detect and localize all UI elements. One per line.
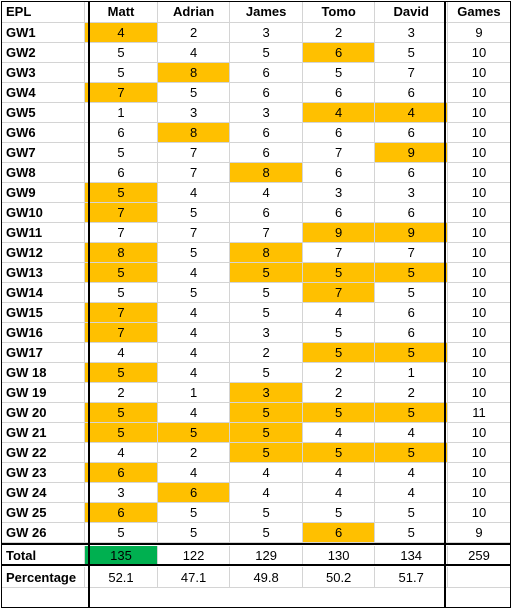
games-cell[interactable]: 10 (448, 423, 511, 443)
games-cell[interactable]: 10 (448, 203, 511, 223)
games-cell[interactable]: 10 (448, 63, 511, 83)
score-cell-james[interactable]: 3 (230, 323, 303, 343)
score-cell-david[interactable]: 6 (375, 123, 448, 143)
score-cell-tomo[interactable]: 2 (303, 23, 376, 43)
score-cell-james[interactable]: 5 (230, 303, 303, 323)
score-cell-david[interactable]: 6 (375, 163, 448, 183)
games-cell[interactable]: 10 (448, 163, 511, 183)
score-cell-tomo[interactable]: 3 (303, 183, 376, 203)
score-cell-matt[interactable]: 5 (85, 183, 158, 203)
score-cell-adrian[interactable]: 5 (158, 243, 231, 263)
games-cell[interactable]: 10 (448, 43, 511, 63)
total-cell-tomo[interactable]: 130 (303, 546, 376, 566)
score-cell-adrian[interactable]: 8 (158, 123, 231, 143)
score-cell-tomo[interactable]: 5 (303, 263, 376, 283)
score-cell-david[interactable]: 3 (375, 183, 448, 203)
table-row-gw-25 (1, 503, 511, 523)
score-cell-tomo[interactable]: 5 (303, 343, 376, 363)
score-cell-james[interactable]: 3 (230, 383, 303, 403)
score-cell-adrian[interactable]: 6 (158, 483, 231, 503)
score-cell-james[interactable]: 5 (230, 443, 303, 463)
gameweek-label[interactable]: GW 18 (1, 363, 85, 383)
score-cell-james[interactable]: 5 (230, 43, 303, 63)
score-cell-tomo[interactable]: 9 (303, 223, 376, 243)
score-cell-adrian[interactable]: 2 (158, 443, 231, 463)
score-cell-tomo[interactable]: 5 (303, 323, 376, 343)
score-cell-tomo[interactable]: 6 (303, 43, 376, 63)
score-cell-james[interactable]: 5 (230, 423, 303, 443)
score-cell-james[interactable]: 6 (230, 123, 303, 143)
score-cell-matt[interactable]: 7 (85, 223, 158, 243)
games-cell[interactable]: 10 (448, 323, 511, 343)
score-cell-james[interactable]: 4 (230, 183, 303, 203)
table-row-gw-22 (1, 443, 511, 463)
empty-cell[interactable] (1, 543, 85, 544)
score-cell-tomo[interactable]: 7 (303, 243, 376, 263)
table-row-gw-24 (1, 483, 511, 503)
score-cell-david[interactable]: 5 (375, 343, 448, 363)
gameweek-label[interactable]: GW 22 (1, 443, 85, 463)
games-cell[interactable]: 9 (448, 523, 511, 543)
score-cell-david[interactable]: 6 (375, 203, 448, 223)
gameweek-label[interactable]: GW15 (1, 303, 85, 323)
table-row-gw6 (1, 123, 511, 143)
gameweek-label[interactable]: GW14 (1, 283, 85, 303)
score-cell-david[interactable]: 5 (375, 263, 448, 283)
games-cell[interactable]: 10 (448, 283, 511, 303)
score-cell-matt[interactable]: 5 (85, 283, 158, 303)
score-cell-matt[interactable]: 6 (85, 163, 158, 183)
score-cell-james[interactable]: 8 (230, 163, 303, 183)
score-cell-matt[interactable]: 7 (85, 303, 158, 323)
score-cell-james[interactable]: 6 (230, 143, 303, 163)
score-cell-james[interactable]: 2 (230, 343, 303, 363)
games-cell[interactable]: 10 (448, 503, 511, 523)
total-cell-david[interactable]: 134 (375, 546, 448, 566)
score-cell-tomo[interactable]: 6 (303, 163, 376, 183)
score-cell-james[interactable]: 3 (230, 23, 303, 43)
gameweek-label[interactable]: GW2 (1, 43, 85, 63)
total-cell-matt[interactable]: 135 (85, 546, 158, 566)
gameweek-label[interactable]: GW13 (1, 263, 85, 283)
table-row-gw-20 (1, 403, 511, 423)
score-cell-adrian[interactable]: 3 (158, 103, 231, 123)
games-cell[interactable]: 10 (448, 83, 511, 103)
score-cell-matt[interactable]: 8 (85, 243, 158, 263)
score-cell-david[interactable]: 5 (375, 503, 448, 523)
score-cell-matt[interactable]: 5 (85, 43, 158, 63)
games-cell[interactable]: 10 (448, 103, 511, 123)
gameweek-label[interactable]: GW7 (1, 143, 85, 163)
percentage-cell-tomo[interactable]: 50.2 (303, 567, 376, 588)
score-cell-matt[interactable]: 6 (85, 463, 158, 483)
gameweek-label[interactable]: GW 20 (1, 403, 85, 423)
score-cell-matt[interactable]: 5 (85, 63, 158, 83)
score-cell-tomo[interactable]: 6 (303, 203, 376, 223)
score-cell-david[interactable]: 5 (375, 43, 448, 63)
table-row-gw1 (1, 23, 511, 43)
score-cell-matt[interactable]: 5 (85, 523, 158, 543)
score-cell-tomo[interactable]: 5 (303, 403, 376, 423)
games-cell[interactable]: 11 (448, 403, 511, 423)
gameweek-label[interactable]: GW9 (1, 183, 85, 203)
empty-cell[interactable] (375, 543, 448, 544)
score-cell-matt[interactable]: 6 (85, 503, 158, 523)
score-cell-adrian[interactable]: 5 (158, 423, 231, 443)
score-cell-matt[interactable]: 2 (85, 383, 158, 403)
score-cell-david[interactable]: 4 (375, 483, 448, 503)
table-row-gw11 (1, 223, 511, 243)
score-cell-adrian[interactable]: 4 (158, 43, 231, 63)
gameweek-label[interactable]: GW1 (1, 23, 85, 43)
gameweek-label[interactable]: GW17 (1, 343, 85, 363)
percentage-label[interactable]: Percentage (1, 567, 85, 588)
score-cell-james[interactable]: 6 (230, 63, 303, 83)
column-header-matt[interactable]: Matt (85, 1, 158, 23)
percentage-row (1, 567, 511, 588)
score-cell-adrian[interactable]: 1 (158, 383, 231, 403)
total-cell-adrian[interactable]: 122 (158, 546, 231, 566)
games-cell[interactable]: 10 (448, 343, 511, 363)
score-cell-james[interactable]: 5 (230, 503, 303, 523)
score-cell-adrian[interactable]: 2 (158, 23, 231, 43)
games-cell[interactable]: 10 (448, 383, 511, 403)
score-cell-tomo[interactable]: 4 (303, 483, 376, 503)
score-cell-adrian[interactable]: 5 (158, 523, 231, 543)
score-cell-james[interactable]: 5 (230, 403, 303, 423)
table-row-gw-19 (1, 383, 511, 403)
score-cell-tomo[interactable]: 5 (303, 63, 376, 83)
score-cell-adrian[interactable]: 7 (158, 223, 231, 243)
score-cell-tomo[interactable]: 6 (303, 83, 376, 103)
score-cell-adrian[interactable]: 4 (158, 323, 231, 343)
score-cell-matt[interactable]: 5 (85, 403, 158, 423)
score-cell-adrian[interactable]: 4 (158, 403, 231, 423)
table-row-gw8 (1, 163, 511, 183)
table-row-gw3 (1, 63, 511, 83)
score-cell-james[interactable]: 5 (230, 523, 303, 543)
games-cell[interactable]: 9 (448, 23, 511, 43)
percentage-games-cell[interactable] (448, 567, 511, 588)
score-cell-adrian[interactable]: 7 (158, 163, 231, 183)
score-cell-matt[interactable]: 4 (85, 23, 158, 43)
score-cell-david[interactable]: 6 (375, 83, 448, 103)
score-cell-adrian[interactable]: 4 (158, 463, 231, 483)
total-row (1, 546, 511, 566)
score-cell-matt[interactable]: 7 (85, 83, 158, 103)
table-row-gw-18 (1, 363, 511, 383)
score-cell-tomo[interactable]: 5 (303, 503, 376, 523)
gameweek-label[interactable]: GW 23 (1, 463, 85, 483)
table-row-gw10 (1, 203, 511, 223)
total-cell-james[interactable]: 129 (230, 546, 303, 566)
score-cell-tomo[interactable]: 4 (303, 303, 376, 323)
score-cell-james[interactable]: 6 (230, 83, 303, 103)
score-cell-david[interactable]: 4 (375, 423, 448, 443)
empty-cell[interactable] (230, 543, 303, 544)
score-cell-james[interactable]: 5 (230, 263, 303, 283)
total-games-cell[interactable]: 259 (448, 546, 511, 566)
score-cell-david[interactable]: 9 (375, 223, 448, 243)
score-cell-tomo[interactable]: 7 (303, 283, 376, 303)
score-cell-adrian[interactable]: 5 (158, 83, 231, 103)
score-cell-tomo[interactable]: 4 (303, 423, 376, 443)
table-row-gw4 (1, 83, 511, 103)
empty-cell[interactable] (158, 543, 231, 544)
score-cell-david[interactable]: 3 (375, 23, 448, 43)
score-cell-david[interactable]: 5 (375, 523, 448, 543)
score-cell-david[interactable]: 7 (375, 243, 448, 263)
games-cell[interactable]: 10 (448, 363, 511, 383)
score-cell-matt[interactable]: 5 (85, 143, 158, 163)
score-cell-tomo[interactable]: 4 (303, 463, 376, 483)
score-cell-adrian[interactable]: 7 (158, 143, 231, 163)
score-cell-david[interactable]: 5 (375, 403, 448, 423)
column-header-tomo[interactable]: Tomo (303, 1, 376, 23)
score-cell-david[interactable]: 9 (375, 143, 448, 163)
table-row-gw2 (1, 43, 511, 63)
table-row-gw-26 (1, 523, 511, 543)
score-cell-adrian[interactable]: 4 (158, 263, 231, 283)
column-header-games[interactable]: Games (448, 1, 511, 23)
column-header-adrian[interactable]: Adrian (158, 1, 231, 23)
column-header-epl[interactable]: EPL (1, 1, 85, 23)
score-cell-matt[interactable]: 5 (85, 423, 158, 443)
score-cell-james[interactable]: 7 (230, 223, 303, 243)
score-cell-david[interactable]: 6 (375, 303, 448, 323)
games-cell[interactable]: 10 (448, 443, 511, 463)
column-header-david[interactable]: David (375, 1, 448, 23)
games-cell[interactable]: 10 (448, 183, 511, 203)
gameweek-label[interactable]: GW 24 (1, 483, 85, 503)
games-cell[interactable]: 10 (448, 143, 511, 163)
table-row-gw9 (1, 183, 511, 203)
score-cell-matt[interactable]: 7 (85, 323, 158, 343)
score-cell-david[interactable]: 5 (375, 443, 448, 463)
score-cell-adrian[interactable]: 5 (158, 283, 231, 303)
score-cell-tomo[interactable]: 2 (303, 383, 376, 403)
gameweek-label[interactable]: GW10 (1, 203, 85, 223)
table-row-gw12 (1, 243, 511, 263)
score-cell-david[interactable]: 1 (375, 363, 448, 383)
games-cell[interactable]: 10 (448, 263, 511, 283)
scores-spreadsheet (1, 1, 511, 608)
score-cell-david[interactable]: 4 (375, 463, 448, 483)
gameweek-label[interactable]: GW11 (1, 223, 85, 243)
score-cell-adrian[interactable]: 4 (158, 343, 231, 363)
table-row-gw5 (1, 103, 511, 123)
percentage-cell-james[interactable]: 49.8 (230, 567, 303, 588)
score-cell-david[interactable]: 4 (375, 103, 448, 123)
gameweek-label[interactable]: GW8 (1, 163, 85, 183)
table-row-gw-23 (1, 463, 511, 483)
score-cell-james[interactable]: 5 (230, 283, 303, 303)
score-cell-tomo[interactable]: 6 (303, 523, 376, 543)
score-cell-matt[interactable]: 5 (85, 363, 158, 383)
score-cell-matt[interactable]: 7 (85, 203, 158, 223)
score-cell-matt[interactable]: 1 (85, 103, 158, 123)
score-cell-james[interactable]: 6 (230, 203, 303, 223)
gameweek-label[interactable]: GW6 (1, 123, 85, 143)
header-row (1, 1, 511, 23)
score-cell-tomo[interactable]: 6 (303, 123, 376, 143)
table-row-gw-21 (1, 423, 511, 443)
gameweek-label[interactable]: GW 25 (1, 503, 85, 523)
empty-cell[interactable] (448, 543, 511, 544)
score-cell-james[interactable]: 5 (230, 363, 303, 383)
score-cell-matt[interactable]: 4 (85, 343, 158, 363)
gameweek-label[interactable]: GW5 (1, 103, 85, 123)
score-cell-david[interactable]: 5 (375, 283, 448, 303)
score-cell-matt[interactable]: 6 (85, 123, 158, 143)
gameweek-label[interactable]: GW3 (1, 63, 85, 83)
score-cell-adrian[interactable]: 5 (158, 203, 231, 223)
table-row-gw17 (1, 343, 511, 363)
table-row-gw13 (1, 263, 511, 283)
percentage-cell-adrian[interactable]: 47.1 (158, 567, 231, 588)
score-cell-adrian[interactable]: 5 (158, 503, 231, 523)
gameweek-label[interactable]: GW 26 (1, 523, 85, 543)
score-cell-james[interactable]: 3 (230, 103, 303, 123)
gameweek-label[interactable]: GW16 (1, 323, 85, 343)
games-cell[interactable]: 10 (448, 243, 511, 263)
table-row-gw16 (1, 323, 511, 343)
score-cell-tomo[interactable]: 4 (303, 103, 376, 123)
score-cell-tomo[interactable]: 2 (303, 363, 376, 383)
empty-cell[interactable] (85, 543, 158, 544)
table-row-gw14 (1, 283, 511, 303)
score-cell-matt[interactable]: 5 (85, 263, 158, 283)
score-cell-tomo[interactable]: 5 (303, 443, 376, 463)
games-cell[interactable]: 10 (448, 123, 511, 143)
empty-cell[interactable] (303, 543, 376, 544)
score-cell-david[interactable]: 7 (375, 63, 448, 83)
score-cell-matt[interactable]: 3 (85, 483, 158, 503)
gameweek-label[interactable]: GW 19 (1, 383, 85, 403)
percentage-cell-matt[interactable]: 52.1 (85, 567, 158, 588)
score-cell-james[interactable]: 4 (230, 483, 303, 503)
games-cell[interactable]: 10 (448, 303, 511, 323)
score-cell-adrian[interactable]: 8 (158, 63, 231, 83)
games-cell[interactable]: 10 (448, 223, 511, 243)
percentage-cell-david[interactable]: 51.7 (375, 567, 448, 588)
total-label[interactable]: Total (1, 546, 85, 566)
gameweek-label[interactable]: GW12 (1, 243, 85, 263)
score-cell-james[interactable]: 4 (230, 463, 303, 483)
games-cell[interactable]: 10 (448, 483, 511, 503)
score-cell-adrian[interactable]: 4 (158, 183, 231, 203)
score-cell-david[interactable]: 6 (375, 323, 448, 343)
spacer-row (1, 543, 511, 544)
score-cell-david[interactable]: 2 (375, 383, 448, 403)
score-cell-matt[interactable]: 4 (85, 443, 158, 463)
score-cell-tomo[interactable]: 7 (303, 143, 376, 163)
table-row-gw7 (1, 143, 511, 163)
column-header-james[interactable]: James (230, 1, 303, 23)
games-cell[interactable]: 10 (448, 463, 511, 483)
score-cell-adrian[interactable]: 4 (158, 303, 231, 323)
score-cell-james[interactable]: 8 (230, 243, 303, 263)
score-cell-adrian[interactable]: 4 (158, 363, 231, 383)
gameweek-label[interactable]: GW 21 (1, 423, 85, 443)
table-row-gw15 (1, 303, 511, 323)
gameweek-label[interactable]: GW4 (1, 83, 85, 103)
